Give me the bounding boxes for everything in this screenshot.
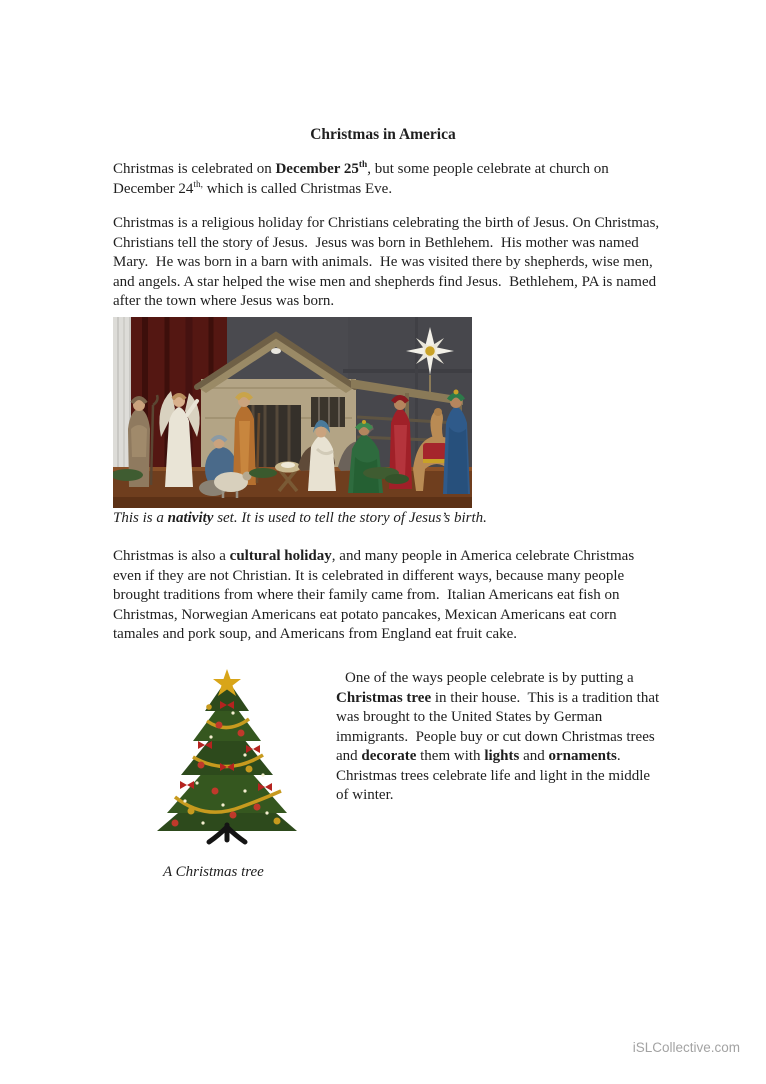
text-run: and bbox=[519, 748, 549, 764]
text-run-bold: Christmas tree bbox=[336, 689, 432, 706]
paragraph-dates bbox=[113, 160, 665, 199]
text-run: , but some people celebrate at church on December 24 bbox=[113, 161, 613, 197]
text-run: them with bbox=[416, 748, 485, 764]
text-run-bold: lights bbox=[484, 748, 520, 764]
dove-icon bbox=[271, 348, 281, 354]
text-run: , and many people in America celebrate Christmas even if they are not Christian. It is celebrated in different ways, because many people brought traditions from where their family came from. Italian Americans eat fish on Christmas, Norwegian Americans eat potato pancakes, Mexican Americans eat corn tamales and pork soup, and Americans from England eat fruit cake. bbox=[113, 548, 638, 642]
tree-caption: A Christmas tree bbox=[163, 864, 264, 880]
text-run-superscript: th bbox=[358, 160, 368, 170]
paragraph-christmas-tree bbox=[336, 669, 662, 806]
islcollective-watermark: iSLCollective.com bbox=[632, 1040, 740, 1055]
nativity-image bbox=[113, 317, 472, 508]
text-run: set. It is used to tell the story of Jesus’s birth. bbox=[213, 510, 487, 526]
paragraph-cultural-holiday bbox=[113, 547, 665, 645]
text-run: One of the ways people celebrate is by putting a bbox=[345, 670, 638, 686]
text-run: This is a bbox=[113, 510, 168, 526]
paragraph-religious-holiday: Christmas is a religious holiday for Christians celebrating the birth of Jesus. On Christmas, Christians tell the story of Jesus. Jesus was born in Bethlehem. His mother was named Mary. He was born in a barn with animals. He was visited there by shepherds, wise men, and angels. A star helped the wise men and shepherds find Jesus. Bethlehem, PA is named after the town where Jesus was born. bbox=[113, 215, 663, 309]
text-run-superscript: th, bbox=[193, 179, 203, 190]
christmas-tree-drawing bbox=[145, 663, 310, 848]
nativity-caption bbox=[113, 510, 665, 527]
nativity-scene-drawing bbox=[113, 317, 472, 508]
text-run: . Christmas trees celebrate life and light in the middle of winter. bbox=[336, 748, 654, 803]
text-run: Christmas is celebrated on bbox=[113, 161, 276, 177]
page-title: Christmas in America bbox=[310, 126, 456, 143]
text-run: in their house. This is a tradition that was brought to the United States by German immigrants. People buy or cut down Christmas trees and bbox=[336, 689, 663, 764]
text-run-bold: cultural holiday bbox=[229, 548, 332, 564]
text-run-bold: nativity bbox=[167, 510, 214, 526]
text-run-bold: ornaments bbox=[548, 748, 617, 764]
text-run: Christmas is also a bbox=[113, 548, 230, 564]
christmas-tree-image bbox=[145, 663, 310, 848]
text-run-bold: decorate bbox=[361, 748, 417, 764]
text-run: which is called Christmas Eve. bbox=[202, 180, 393, 197]
text-run-bold: December 25 bbox=[275, 161, 359, 177]
